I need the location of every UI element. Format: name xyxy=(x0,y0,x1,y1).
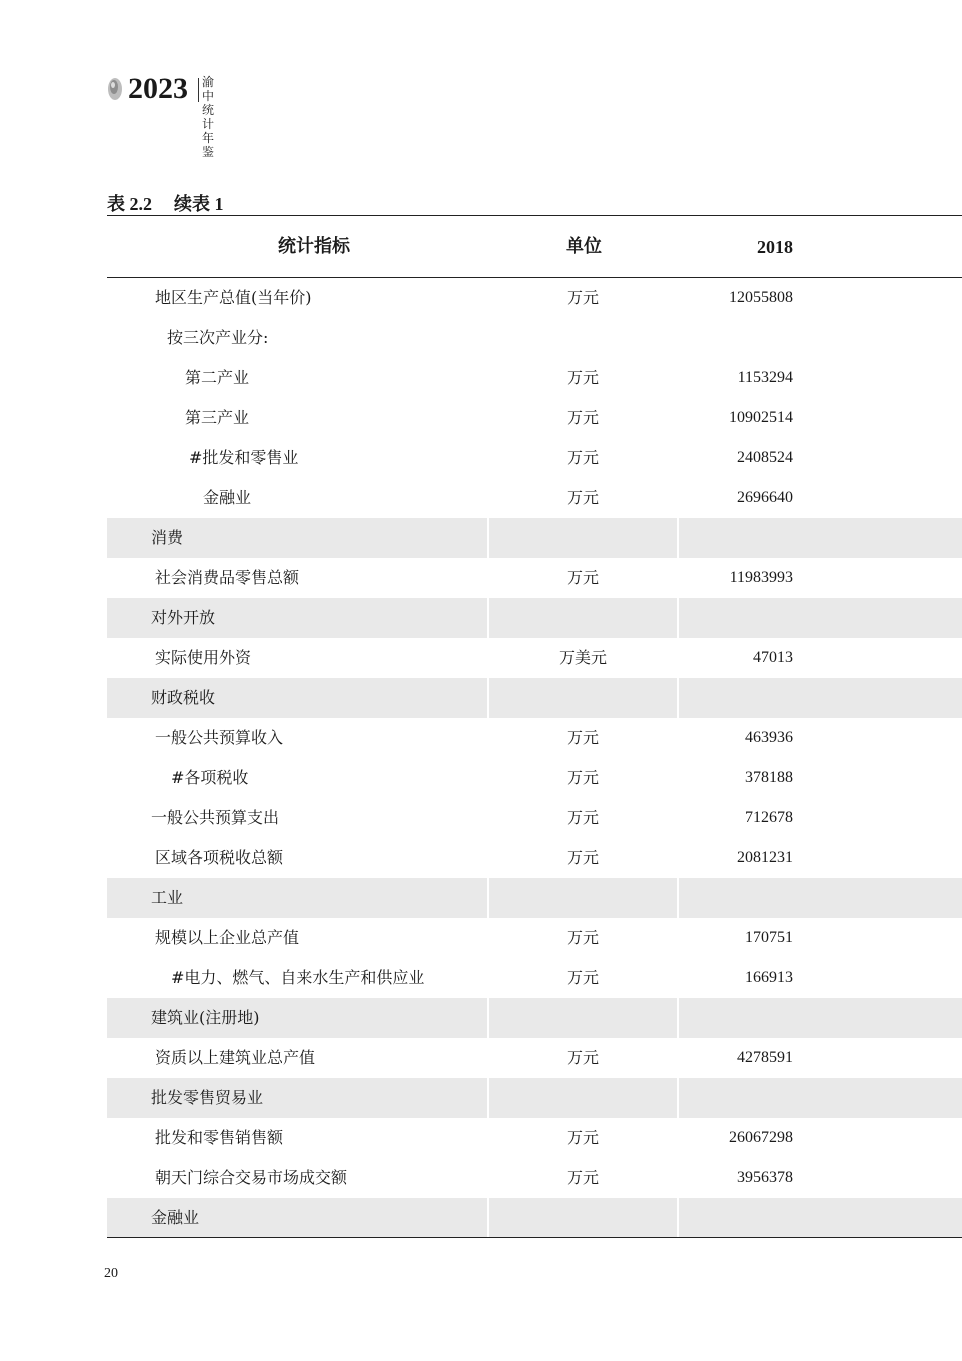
column-header-indicator: 统计指标 xyxy=(278,236,350,257)
table-bottom-rule xyxy=(107,1237,962,1238)
column-header-year: 2018 xyxy=(757,237,793,257)
header-subtitle-line1: 渝中 xyxy=(202,75,215,103)
table-section-row xyxy=(107,678,962,718)
table-number: 表 2.2 xyxy=(107,194,152,214)
table-section-row xyxy=(107,998,962,1038)
table-body xyxy=(107,278,962,1238)
row-label: #各项税收 xyxy=(171,768,249,787)
row-value: 4278591 xyxy=(737,1049,793,1066)
row-value: 26067298 xyxy=(729,1129,793,1146)
column-header-unit: 单位 xyxy=(566,236,602,257)
row-value: 463936 xyxy=(745,729,793,746)
table-section-row xyxy=(107,518,962,558)
table-section-row xyxy=(107,1078,962,1118)
row-unit: 万元 xyxy=(566,928,599,947)
section-divider xyxy=(677,678,679,718)
row-label: 批发和零售销售额 xyxy=(155,1128,284,1147)
section-divider xyxy=(487,598,489,638)
table-section-row xyxy=(107,878,962,918)
row-unit: 万元 xyxy=(566,568,599,587)
row-label: 金融业 xyxy=(203,488,252,507)
row-label: #电力、燃气、自来水生产和供应业 xyxy=(171,968,425,987)
row-label: 规模以上企业总产值 xyxy=(155,928,300,947)
table-row xyxy=(107,438,962,478)
row-value: 10902514 xyxy=(729,409,793,426)
section-divider xyxy=(677,518,679,558)
row-label: 工业 xyxy=(151,888,184,907)
row-label: #批发和零售业 xyxy=(189,448,299,467)
row-unit: 万元 xyxy=(566,808,599,827)
row-value: 12055808 xyxy=(729,289,793,306)
table-row xyxy=(107,758,962,798)
row-label: 建筑业(注册地) xyxy=(151,1008,260,1027)
header-subtitle-line2: 统计年鉴 xyxy=(202,103,215,159)
table-caption xyxy=(107,193,224,215)
row-unit: 万元 xyxy=(566,1168,599,1187)
row-value: 11983993 xyxy=(729,569,793,586)
section-divider xyxy=(487,998,489,1038)
row-label: 财政税收 xyxy=(151,688,216,707)
row-unit: 万元 xyxy=(566,768,599,787)
table-row xyxy=(107,798,962,838)
row-label: 一般公共预算支出 xyxy=(151,808,280,827)
header-year: 2023 xyxy=(128,72,188,105)
row-label: 按三次产业分: xyxy=(167,328,269,347)
table-row xyxy=(107,958,962,998)
header-subtitle xyxy=(202,75,214,159)
section-divider xyxy=(487,678,489,718)
table-row xyxy=(107,398,962,438)
row-value: 47013 xyxy=(753,649,793,666)
row-value: 712678 xyxy=(745,809,793,826)
section-divider xyxy=(487,878,489,918)
row-unit: 万元 xyxy=(566,448,599,467)
section-divider xyxy=(487,1078,489,1118)
row-unit: 万元 xyxy=(566,968,599,987)
table-row xyxy=(107,1118,962,1158)
row-label: 实际使用外资 xyxy=(155,648,252,667)
table-row xyxy=(107,1158,962,1198)
table-row xyxy=(107,558,962,598)
table-row xyxy=(107,358,962,398)
section-divider xyxy=(487,1198,489,1238)
row-label: 区域各项税收总额 xyxy=(155,848,284,867)
table-top-rule xyxy=(107,215,962,216)
row-value: 170751 xyxy=(745,929,793,946)
row-label: 金融业 xyxy=(151,1208,200,1227)
row-label: 资质以上建筑业总产值 xyxy=(155,1048,316,1067)
table-row xyxy=(107,1038,962,1078)
section-divider xyxy=(677,878,679,918)
table-section-row xyxy=(107,598,962,638)
row-value: 2696640 xyxy=(737,489,793,506)
table-caption-text: 续表 1 xyxy=(174,194,224,214)
row-unit: 万美元 xyxy=(558,648,607,667)
page-number: 20 xyxy=(104,1266,118,1281)
row-value: 1153294 xyxy=(737,369,793,386)
section-divider xyxy=(677,1078,679,1118)
table-row xyxy=(107,318,962,358)
table-section-row xyxy=(107,1198,962,1238)
row-unit: 万元 xyxy=(566,848,599,867)
row-unit: 万元 xyxy=(566,1128,599,1147)
row-value: 166913 xyxy=(745,969,793,986)
row-unit: 万元 xyxy=(566,488,599,507)
row-unit: 万元 xyxy=(566,1048,599,1067)
section-divider xyxy=(677,598,679,638)
yearbook-logo-icon xyxy=(106,76,124,102)
section-divider xyxy=(487,518,489,558)
row-value: 2408524 xyxy=(737,449,793,466)
row-label: 批发零售贸易业 xyxy=(151,1088,264,1107)
row-label: 朝天门综合交易市场成交额 xyxy=(155,1168,348,1187)
row-label: 对外开放 xyxy=(151,608,216,627)
row-unit: 万元 xyxy=(566,288,599,307)
row-unit: 万元 xyxy=(566,408,599,427)
row-unit: 万元 xyxy=(566,728,599,747)
header-divider xyxy=(198,78,199,102)
table-row xyxy=(107,918,962,958)
section-divider xyxy=(677,1198,679,1238)
table-row xyxy=(107,478,962,518)
row-label: 第二产业 xyxy=(185,368,250,387)
table-row xyxy=(107,278,962,318)
row-label: 第三产业 xyxy=(185,408,250,427)
section-divider xyxy=(677,998,679,1038)
row-value: 3956378 xyxy=(737,1169,793,1186)
row-label: 一般公共预算收入 xyxy=(155,728,284,747)
table-row xyxy=(107,718,962,758)
row-label: 消费 xyxy=(151,528,184,547)
row-label: 地区生产总值(当年价) xyxy=(155,288,312,307)
row-value: 378188 xyxy=(745,769,793,786)
table-row xyxy=(107,838,962,878)
row-unit: 万元 xyxy=(566,368,599,387)
row-value: 2081231 xyxy=(737,849,793,866)
row-label: 社会消费品零售总额 xyxy=(155,568,300,587)
table-row xyxy=(107,638,962,678)
